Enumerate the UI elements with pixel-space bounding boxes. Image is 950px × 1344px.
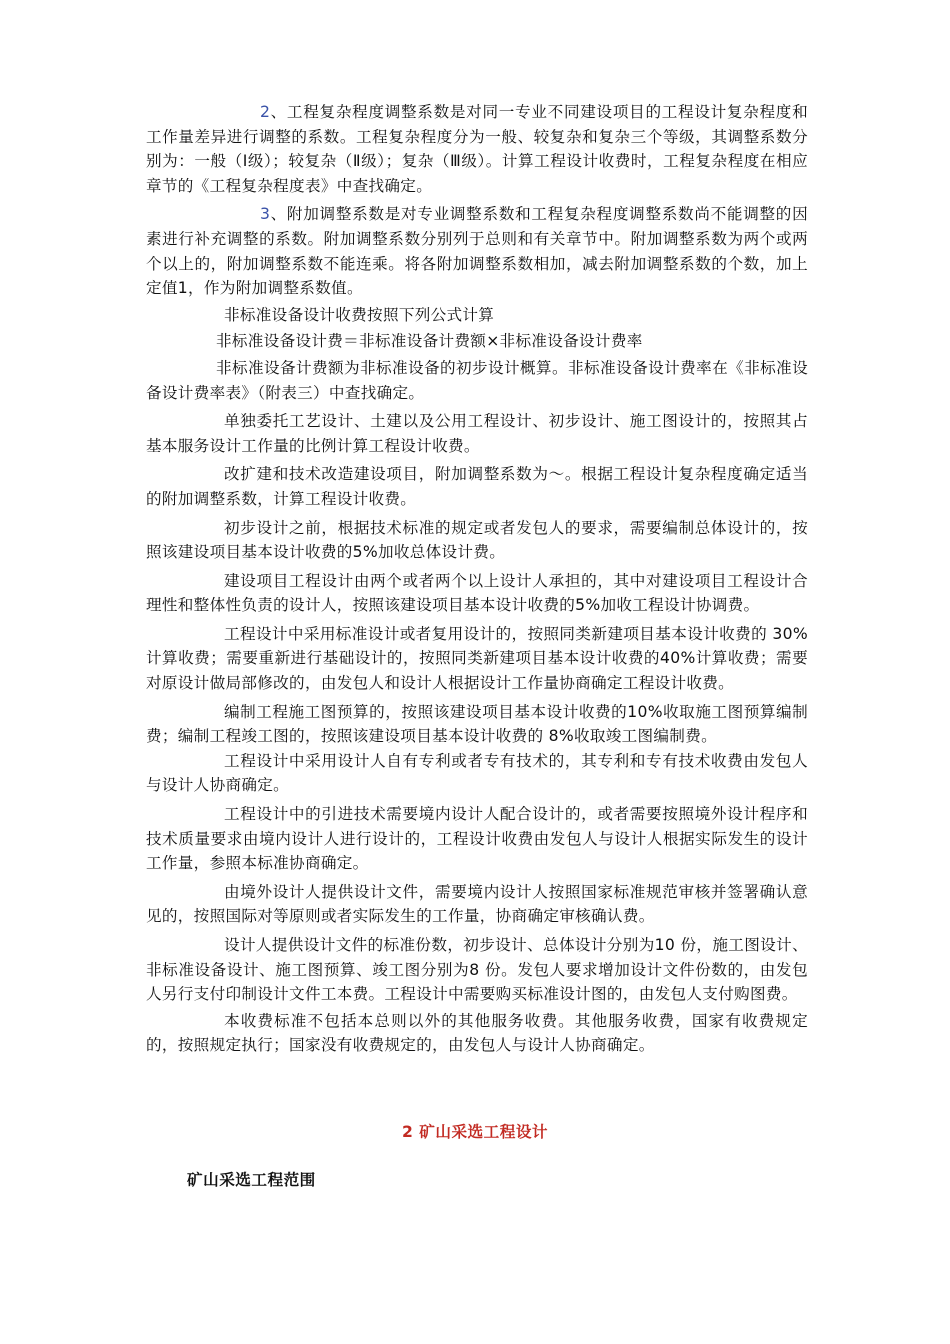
body-text xyxy=(146,100,808,1058)
paragraph-overall-design: 初步设计之前，根据技术标准的规定或者发包人的要求，需要编制总体设计的，按照该建设项目基本设计收费的5%加收总体设计费。 xyxy=(146,518,808,562)
paragraph-text: 、工程复杂程度调整系数是对同一专业不同建设项目的工程设计复杂程度和工作量差异进行调整的系数。工程复杂程度分为一般、较复杂和复杂三个等级，其调整系数分别为：一般（Ⅰ级）；较复杂（Ⅱ级）；复杂（Ⅲ级）。计算工程设计收费时，工程复杂程度在相应章节的《工程复杂程度表》中查找确定。 xyxy=(146,103,808,195)
paragraph-foreign-design-review: 由境外设计人提供设计文件，需要境内设计人按照国家标准规范审核并签署确认意见的，按照国际对等原则或者实际发生的工作量，协商确定审核确认费。 xyxy=(146,882,808,926)
paragraph-budget-drawings: 编制工程施工图预算的，按照该建设项目基本设计收费的10%收取施工图预算编制费；编制工程竣工图的，按照该建设项目基本设计收费的 8%收取竣工图编制费。 xyxy=(146,702,808,746)
paragraph-complexity-coefficient xyxy=(146,100,808,198)
paragraph-text: 、附加调整系数是对专业调整系数和工程复杂程度调整系数尚不能调整的因素进行补充调整的系数。附加调整系数分别列于总则和有关章节中。附加调整系数为两个或两个以上的，附加调整系数不能连乘。将各附加调整系数相加，减去附加调整系数的个数，加上定值1，作为附加调整系数值。 xyxy=(146,205,808,298)
paragraph-separate-commission: 单独委托工艺设计、土建以及公用工程设计、初步设计、施工图设计的，按照其占基本服务设计工作量的比例计算工程设计收费。 xyxy=(146,412,808,455)
paragraph-renovation: 改扩建和技术改造建设项目，附加调整系数为～。根据工程设计复杂程度确定适当的附加调整系数，计算工程设计收费。 xyxy=(146,465,808,508)
item-number: 3 xyxy=(260,205,271,224)
paragraph-nonstandard-equipment: 非标准设备计费额为非标准设备的初步设计概算。非标准设备设计费率在《非标准设备设计费率表》（附表三）中查找确定。 xyxy=(146,358,808,402)
paragraph-document-copies: 设计人提供设计文件的标准份数，初步设计、总体设计分别为10 份，施工图设计、非标准设备设计、施工图预算、竣工图分别为8 份。发包人要求增加设计文件份数的，由发包人另行支付印制设计文件工本费。工程设计中需要购买标准设计图的，由发包人支付购图费。 xyxy=(146,936,808,1004)
paragraph-coordination-fee: 建设项目工程设计由两个或者两个以上设计人承担的，其中对建设项目工程设计合理性和整体性负责的设计人，按照该建设项目基本设计收费的5%加收工程设计协调费。 xyxy=(146,571,808,615)
section-title: 2 矿山采选工程设计 xyxy=(401,1123,549,1141)
paragraph-standard-design: 工程设计中采用标准设计或者复用设计的，按照同类新建项目基本设计收费的 30%计算收费；需要重新进行基础设计的，按照同类新建项目基本设计收费的40%计算收费；需要对原设计做局部修改的，由发包人和设计人根据设计工作量协商确定工程设计收费。 xyxy=(146,624,808,693)
paragraph-patents: 工程设计中采用设计人自有专利或者专有技术的，其专利和专有技术收费由发包人与设计人协商确定。 xyxy=(146,751,808,795)
item-number: 2 xyxy=(260,103,271,121)
subsection-title: 矿山采选工程范围 xyxy=(187,1171,316,1189)
paragraph-formula: 非标准设备设计费＝非标准设备计费额×非标准设备设计费率 xyxy=(216,332,643,351)
paragraph-other-services: 本收费标准不包括本总则以外的其他服务收费。其他服务收费，国家有收费规定的，按照规定执行；国家没有收费规定的，由发包人与设计人协商确定。 xyxy=(146,1011,808,1055)
paragraph-additional-coefficient xyxy=(146,202,808,300)
paragraph-imported-technology: 工程设计中的引进技术需要境内设计人配合设计的，或者需要按照境外设计程序和技术质量要求由境内设计人进行设计的，工程设计收费由发包人与设计人根据实际发生的设计工作量，参照本标准协商确定。 xyxy=(146,805,808,873)
paragraph-formula-intro: 非标准设备设计收费按照下列公式计算 xyxy=(224,305,495,324)
